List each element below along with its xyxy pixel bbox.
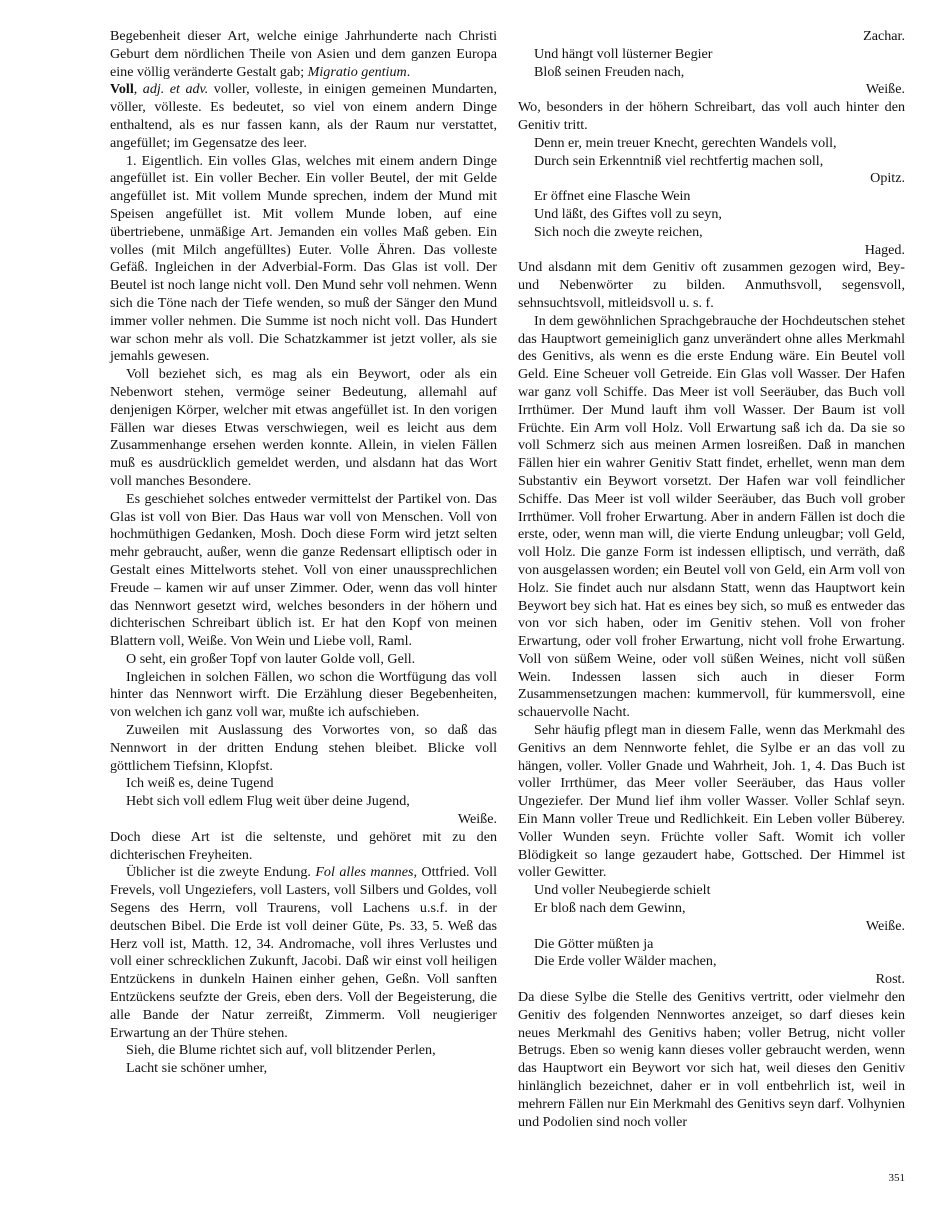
paragraph — [518, 259, 905, 312]
citation-author: Weiße. — [865, 81, 905, 98]
verse-line: Er öffnet eine Flasche Wein — [534, 188, 691, 205]
paragraph — [110, 669, 497, 722]
paragraph-text: In dem gewöhnlichen Sprachgebrauche der Hochdeutschen stehet das Hauptwort gemeiniglich ganz unverändert ohne alles Merkmahl des Genitivs, als wenn es die erste Endung wäre. Ein Beutel voll Geld. Eine Scheuer voll Getreide. Ein Glas voll Wasser. Der Hafen war ganz voll Schiffe. Das Meer ist voll Seeräuber, das Buch voll Irrthümer. Der Mund lauft ihm voll Wasser. Der Baum ist voll Früchte. Ein Arm voll Holz. Voll Erwartung saß ich da. Da sie so voll Schmerz sich aus meinen Armen losreißen. Daß in manchen Fällen hier ein wahrer Genitiv Statt findet, erhellet, wenn man dem Substantiv ein Beywort vorsetzt. Der Hafen war voll feindlicher Schiffe. Das Meer ist voll wilder Seeräuber, das Buch voll grober Irrthümer. Voll froher Erwartung. Aber in andern Fällen ist doch die erste, oder, wenn man will, die vierte Endung unleugbar; voll Geld, voll Holz. Die ganze Form ist indessen elliptisch, und verräth, daß von ausgelassen worden; ein Beutel voll von Geld, ein Arm voll von Holz. Sie findet auch nur alsdann Statt, wenn das Hauptwort kein Beywort bey sich hat. Hat es eines bey sich, so muß es entweder das von vor sich haben, oder im Genitiv stehen. Voll von froher Erwartung, oder voll froher Erwartung, nicht voll frohe Erwartung. Voll von süßem Weine, oder voll süßen Weines, nicht voll süßen Wein. Indessen lassen sich auch in dieser Form Zusammensetzungen machen: kummervoll, für kummersvoll, eine schauervolle Nacht. — [518, 312, 905, 721]
paragraph-text: voller, volleste, in einigen gemeinen Mundarten, völler, völleste. Es bedeutet, so viel von einem andern Dinge enthaltend, als es nur fassen kann, als der Raum nur verstattet, angefüllet; im Gegensatze des leer. — [110, 81, 498, 151]
page-number: 351 — [888, 1172, 905, 1184]
citation-author: Zachar. — [863, 28, 905, 44]
paragraph — [110, 829, 497, 865]
paragraph — [110, 81, 497, 152]
paragraph — [110, 864, 497, 1042]
verse-line: Denn er, mein treuer Knecht, gerechten Wandels voll, — [534, 134, 837, 151]
italic-text: Migratio gentium — [307, 63, 407, 80]
verse-line: Sich noch die zweyte reichen, — [534, 223, 703, 240]
verse-line: Und voller Neubegierde schielt — [534, 882, 711, 899]
verse-line: Bloß seinen Freuden nach, — [534, 63, 685, 80]
paragraph — [518, 313, 905, 722]
paragraph-text: , — [133, 81, 143, 98]
paragraph-text: Ottfried. Voll Frevels, voll Ungeziefers, voll Lasters, voll Silbers und Goldes, voll Segens des Herrn, voll Traurens, voll Lachens u.s.f. in der deutschen Bibel. Die Erde ist voll deiner Güte, Ps. 33, 5. Weß das Herz voll ist, Matth. 12, 34. Andromache, voll ihres Verlustes und voll einer schrecklichen Zukunft, Jacobi. Daß wir einst voll heiligen Entzückens in dunkeln Hainen einher gehen, Geßn. Voll sanften Entzückens seufzte der Greis, eben ders. Voll der Begeisterung, die alle Bande der Natur zerreißt, Zimmerm. Voll neugieriger Erwartung an der Thüre stehen. — [110, 864, 497, 1041]
right-column — [518, 28, 905, 1131]
paragraph — [110, 366, 497, 491]
citation-author: Opitz. — [870, 170, 905, 187]
verse-line: Die Götter müßten ja — [534, 935, 654, 952]
citation-author: Weiße. — [457, 811, 497, 828]
verse-line: Hebt sich voll edlem Flug weit über deine Jugend, — [126, 793, 410, 810]
verse-line: Sieh, die Blume richtet sich auf, voll blitzender Perlen, — [126, 1042, 436, 1059]
paragraph-text: Da diese Sylbe die Stelle des Genitivs vertritt, oder vielmehr den Genitiv des folgenden Nennwortes anzeiget, so darf dieses kein neues Merkmahl des Genitivs haben; voller Betrug, nicht voller Betrugs. Eben so wenig kann dieses voller gebraucht werden, wenn das Hauptwort ein Beywort vor sich hat, weil dieses den Genitiv hinlänglich bezeichnet, daher er in voll entbehrlich ist, weil in mehrern Fällen nur Ein Merkmahl des Genitivs seyn darf. Volhynien und Podolien sind noch voller — [518, 989, 905, 1130]
paragraph-text: Und alsdann mit dem Genitiv oft zusammen gezogen wird, Bey- und Nebenwörter zu bilden. Anmuthsvoll, segensvoll, sehnsuchtsvoll, mitleidsvoll u. s. f. — [518, 259, 905, 311]
paragraph-text: Ingleichen in solchen Fällen, wo schon die Wortfügung das voll hinter das Nennwort wirft. Die Erzählung dieser Begebenheiten, von welchen ich ganz voll war, mußte ich aufschieben. — [110, 668, 497, 721]
paragraph-text: O seht, ein großer Topf von lauter Golde voll, Gell. — [126, 650, 416, 667]
verse-line: Er bloß nach dem Gewinn, — [534, 900, 686, 917]
verse-line: Und hängt voll lüsterner Begier — [534, 45, 713, 62]
paragraph — [518, 722, 905, 882]
paragraph — [110, 651, 497, 669]
italic-text: adj. et adv. — [142, 81, 209, 98]
verse-line: Ich weiß es, deine Tugend — [126, 775, 274, 792]
paragraph-text: . — [406, 63, 411, 80]
verse-line: Durch sein Erkenntniß viel rechtfertig machen soll, — [534, 152, 824, 169]
paragraph-text: Wo, besonders in der höhern Schreibart, das voll auch hinter den Genitiv tritt. — [518, 99, 905, 133]
left-column — [110, 28, 497, 1078]
paragraph — [110, 28, 497, 81]
paragraph-text: Zuweilen mit Auslassung des Vorwortes von, so daß das Nennwort in der dritten Endung stehen bleibet. Blicke voll göttlichem Tiefsinn, Klopfst. — [110, 722, 497, 774]
paragraph — [518, 989, 905, 1131]
citation-author: Rost. — [875, 971, 905, 988]
paragraph-text: Begebenheit dieser Art, welche einige Jahrhunderte nach Christi Geburt dem nördlichen Theile von Asien und dem ganzen Europa eine völlig veränderte Gestalt gab; — [110, 28, 497, 80]
paragraph-text: Üblicher ist die zweyte Endung. — [126, 864, 316, 881]
paragraph — [110, 153, 497, 367]
paragraph — [110, 491, 497, 651]
paragraph-text: Doch diese Art ist die seltenste, und gehöret mit zu den dichterischen Freyheiten. — [110, 828, 497, 863]
citation-author: Haged. — [864, 241, 905, 258]
paragraph-text: 1. Eigentlich. Ein volles Glas, welches mit einem andern Dinge angefüllet ist. Ein voller Becher. Ein voller Beutel, der mit Gelde angefüllet ist. Mit vollem Munde sprechen, indem der Mund mit Speisen angefüllet ist. Mit vollem Munde loben, auf eine übertriebene, unmäßige Art. Jemanden ein volles Maß geben. Ein volles (mit Milch angefülltes) Euter. Volle Ähren. Das volleste Gefäß. Ingleichen in der Adverbial-Form. Das Glas ist voll. Der Beutel ist noch lange nicht voll. Den Mund sehr voll nehmen. Wenn sich die Töne nach der Tiefe wenden, so muß der Sänger den Mund immer voller nehmen. Die Summe ist noch nicht voll. Das Hundert war schon mehr als voll. Die Schatzkammer ist jetzt voller, als sie jemahls gewesen. — [110, 152, 497, 365]
paragraph-text: Es geschiehet solches entweder vermittelst der Partikel von. Das Glas ist voll von Bier. Das Haus war voll von Menschen. Voll von hochmüthigen Gedanken, Mosh. Doch diese Form wird jetzt selten mehr gebraucht, außer, wenn die ganze Redensart elliptisch oder in Gestalt eines Mittelworts stehet. Voll von einer unaussprechlichen Freude – kamen wir auf unser Zimmer. Oder, wenn das voll hinter das Nennwort gesetzt wird, welches besonders in der höhern und dichterischen Schreibart üblich ist. Er hat den Kopf von meinen Blattern voll, Weiße. Von Wein und Liebe voll, Raml. — [110, 490, 497, 650]
paragraph — [518, 99, 905, 135]
verse-line: Lacht sie schöner umher, — [126, 1060, 268, 1077]
italic-text: Fol alles mannes, — [315, 864, 417, 881]
verse-line: Die Erde voller Wälder machen, — [534, 953, 717, 970]
paragraph-text: Voll beziehet sich, es mag als ein Beywort, oder als ein Nebenwort stehen, vermöge seiner Bedeutung, allemahl auf denjenigen Körper, welcher mit etwas angefüllet ist. In den vorigen Fällen war dieses Etwas verschwiegen, weil es leicht aus dem Zusammenhange ersehen werden konnte. Allein, in vielen Fällen muß es ausdrücklich gemeldet werden, und alsdann hat das Wort voll manches Besondere. — [110, 366, 497, 489]
lemma-headword: Voll — [110, 81, 134, 98]
paragraph-text: Sehr häufig pflegt man in diesem Falle, wenn das Merkmahl des Genitivs an dem Nennworte fehlet, die Sylbe er an das voll zu hängen, voller. Voller Gnade und Wahrheit, Joh. 1, 4. Das Buch ist voller Irrthümer, das Meer voller Seeräuber, das Haus voller Ungeziefer. Der Mund lief ihm voller Wasser. Voller Schlaf seyn. Ein Mann voller Treue und Redlichkeit. Ein Leben voller Büberey. Voller Wunden seyn. Früchte voller Saft. Womit ich voller Blödigkeit so lange gezaudert habe, Gottsched. Der Himmel ist voller Gewitter. — [518, 722, 905, 881]
citation-author: Weiße. — [865, 917, 905, 934]
verse-line: Und läßt, des Giftes voll zu seyn, — [534, 205, 722, 222]
paragraph — [110, 722, 497, 775]
